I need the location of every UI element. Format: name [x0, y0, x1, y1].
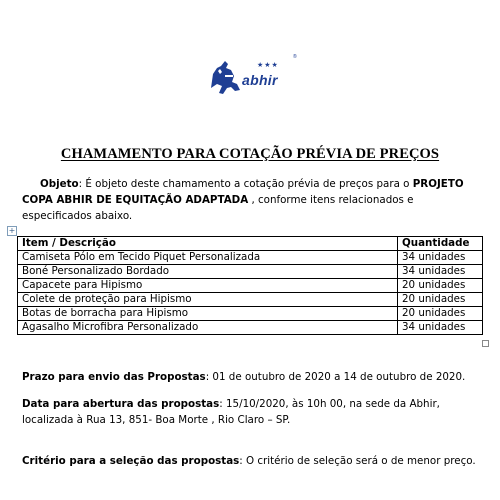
header-item: Item / Descrição — [18, 237, 398, 251]
item-description: Capacete para Hipismo — [18, 279, 398, 293]
item-description: Boné Personalizado Bordado — [18, 265, 398, 279]
objeto-text-end: , conforme itens relacionados e especificados abaixo. — [22, 194, 414, 222]
header-quantity: Quantidade — [398, 237, 483, 251]
criterio-text: : O critério de seleção será o de menor preço. — [239, 455, 476, 467]
objeto-label: Objeto — [40, 178, 79, 190]
prazo-paragraph — [22, 369, 492, 385]
item-description: Colete de proteção para Hipismo — [18, 293, 398, 307]
table-row — [18, 321, 483, 335]
item-description: Botas de borracha para Hipismo — [18, 307, 398, 321]
table-move-handle-icon[interactable]: + — [8, 226, 16, 235]
item-quantity: 34 unidades — [398, 251, 483, 265]
logo-stars: ★★★ — [257, 61, 279, 69]
data-abertura-paragraph — [22, 396, 492, 428]
item-description: Camiseta Pólo em Tecido Piquet Personalizada — [18, 251, 398, 265]
table-row — [18, 307, 483, 321]
data-abertura-label: Data para abertura das propostas — [22, 398, 220, 410]
table-header-row — [18, 237, 483, 251]
table-row — [18, 265, 483, 279]
abhir-logo — [207, 54, 303, 104]
item-quantity: 20 unidades — [398, 307, 483, 321]
data-abertura-text: : 15/10/2020, às 10h 00, na sede da Abhir, localizada à Rua 13, 851- Boa Morte , Rio Claro – SP. — [22, 398, 440, 426]
table-row — [18, 293, 483, 307]
items-table — [17, 236, 483, 335]
page-title: CHAMAMENTO PARA COTAÇÃO PRÉVIA DE PREÇOS — [60, 146, 440, 162]
item-quantity: 20 unidades — [398, 279, 483, 293]
objeto-text: : É objeto deste chamamento a cotação prévia de preços para o — [78, 178, 413, 190]
registered-mark: ® — [293, 54, 297, 60]
logo-wordmark: abhir — [242, 72, 278, 88]
objeto-project: PROJETO COPA ABHIR DE EQUITAÇÃO ADAPTADA — [22, 178, 464, 206]
horse-rider-logo-icon — [207, 58, 247, 98]
criterio-paragraph — [22, 453, 492, 469]
item-description: Agasalho Microfibra Personalizado — [18, 321, 398, 335]
objeto-paragraph — [22, 176, 482, 224]
criterio-label: Critério para a seleção das propostas — [22, 455, 240, 467]
table-resize-handle[interactable] — [482, 340, 489, 347]
prazo-text: : 01 de outubro de 2020 a 14 de outubro de 2020. — [205, 371, 466, 383]
item-quantity: 20 unidades — [398, 293, 483, 307]
item-quantity: 34 unidades — [398, 265, 483, 279]
table-row — [18, 279, 483, 293]
item-quantity: 34 unidades — [398, 321, 483, 335]
table-row — [18, 251, 483, 265]
prazo-label: Prazo para envio das Propostas — [22, 371, 206, 383]
